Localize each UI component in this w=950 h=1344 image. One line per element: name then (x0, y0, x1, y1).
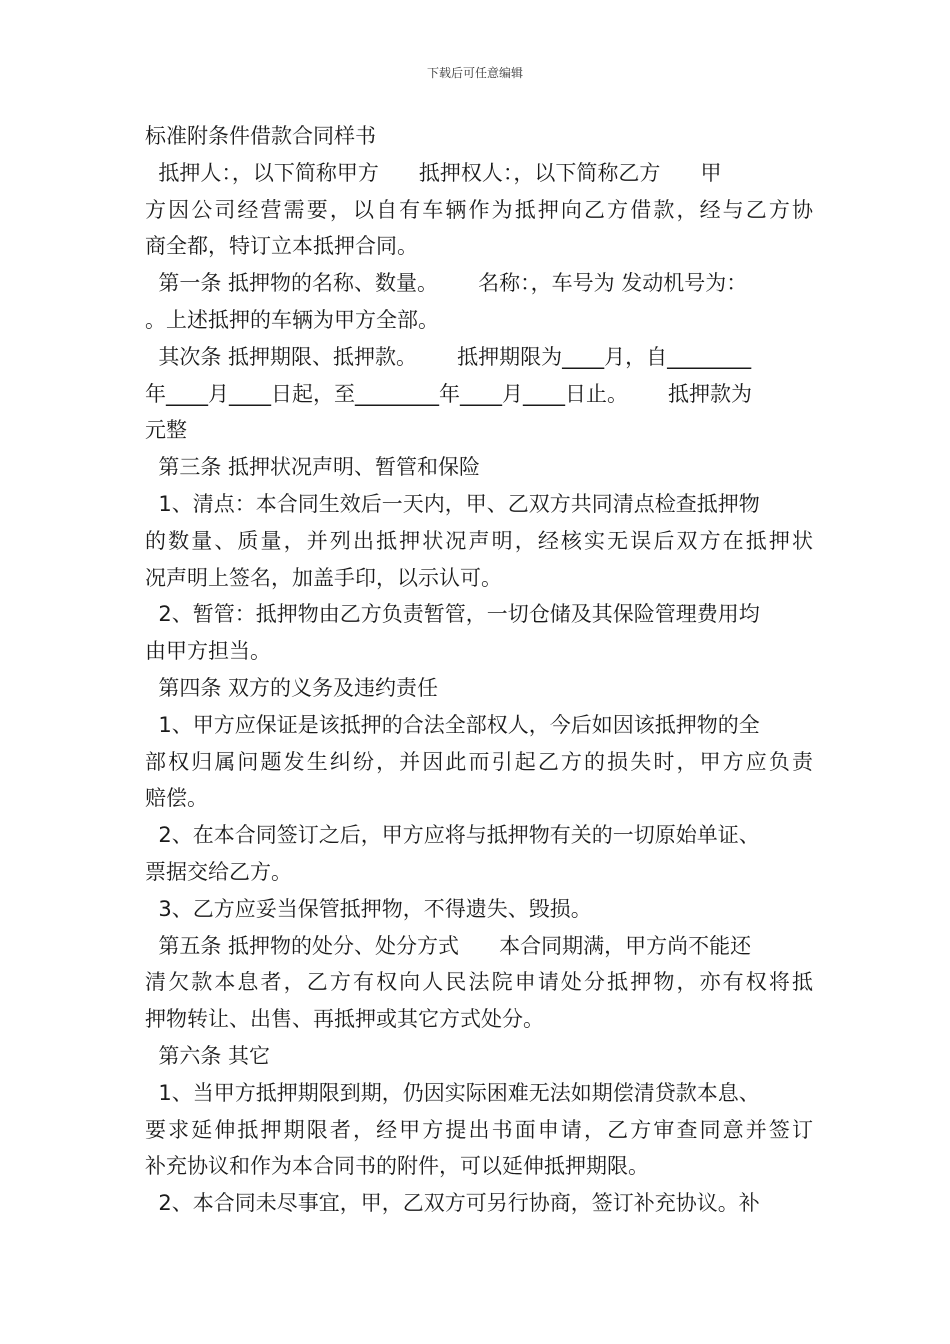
text-line: 由甲方担当。 (145, 639, 271, 664)
text-line: 1、甲方应保证是该抵押的合法全部权人，今后如因该抵押物的全 (145, 712, 760, 737)
text-line: 方因公司经营需要，以自有车辆作为抵押向乙方借款，经与乙方协 (145, 197, 813, 222)
text-line: 第四条 双方的义务及违约责任 (145, 675, 439, 700)
text-line: 票据交给乙方。 (145, 859, 292, 884)
text-line: 况声明上签名，加盖手印，以示认可。 (145, 565, 502, 590)
text-line: 的数量、质量，并列出抵押状况声明，经核实无误后双方在抵押状 (145, 528, 813, 553)
text-line: 赔偿。 (145, 786, 208, 811)
text-line: 第一条 抵押物的名称、数量。 名称：，车号为 发动机号为： (145, 271, 748, 296)
text-line: 第五条 抵押物的处分、处分方式 本合同期满，甲方尚不能还 (145, 933, 752, 958)
text-line: 元整 (145, 418, 187, 443)
page-header-note: 下载后可任意编辑 (426, 66, 523, 80)
document-title: 标准附条件借款合同样书 (145, 124, 376, 148)
text-line: 补充协议和作为本合同书的附件，可以延伸抵押期限。 (145, 1154, 649, 1179)
text-line: 年____月____日起，至________年____月____日止。 抵押款为 (145, 381, 753, 406)
text-line: 第六条 其它 (145, 1043, 271, 1068)
text-line: 其次条 抵押期限、抵押款。 抵押期限为____月，自________ (145, 344, 752, 369)
text-line: 2、在本合同签订之后，甲方应将与抵押物有关的一切原始单证、 (145, 823, 760, 848)
text-line: 商全都，特订立本抵押合同。 (145, 234, 418, 259)
text-line: 3、乙方应妥当保管抵押物，不得遗失、毁损。 (145, 896, 592, 921)
text-line: 第三条 抵押状况声明、暂管和保险 (145, 455, 481, 480)
text-line: 2、暂管：抵押物由乙方负责暂管，一切仓储及其保险管理费用均 (145, 602, 760, 627)
text-line: 要求延伸抵押期限者，经甲方提出书面申请，乙方审查同意并签订 (145, 1117, 813, 1142)
text-line: 2、本合同未尽事宜，甲，乙双方可另行协商，签订补充协议。补 (145, 1191, 760, 1216)
text-line: 1、清点：本合同生效后一天内，甲、乙双方共同清点检查抵押物 (145, 491, 760, 516)
text-line: 部权归属问题发生纠纷，并因此而引起乙方的损失时，甲方应负责 (145, 749, 813, 774)
document-body (145, 118, 813, 1222)
text-line: 抵押人：，以下简称甲方 抵押权人：，以下简称乙方 甲 (145, 160, 722, 185)
text-line: 1、当甲方抵押期限到期，仍因实际困难无法如期偿清贷款本息、 (145, 1080, 760, 1105)
text-line: 。上述抵押的车辆为甲方全部。 (145, 307, 439, 332)
text-line: 押物转让、出售、再抵押或其它方式处分。 (145, 1007, 544, 1032)
text-line: 清欠款本息者，乙方有权向人民法院申请处分抵押物，亦有权将抵 (145, 970, 813, 995)
